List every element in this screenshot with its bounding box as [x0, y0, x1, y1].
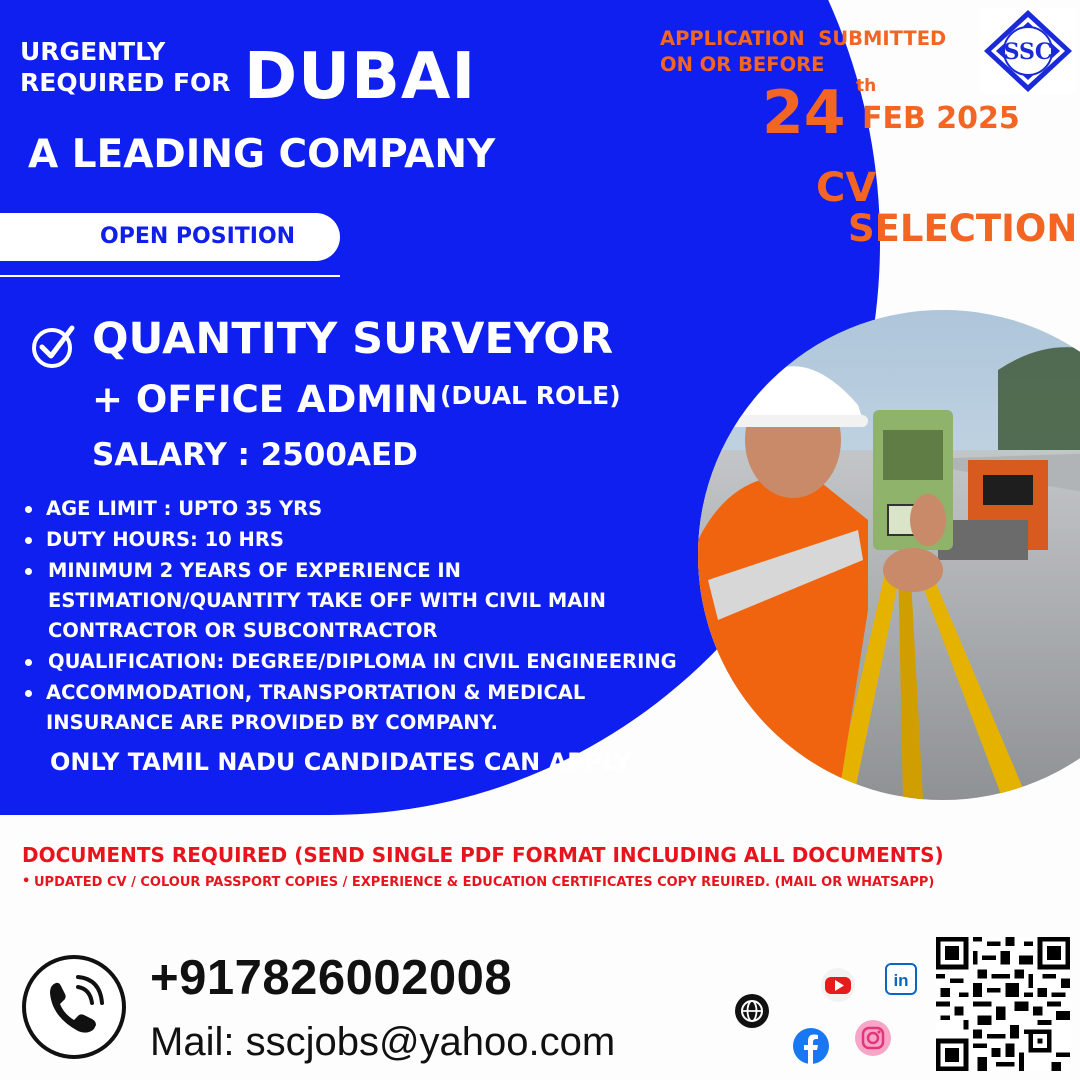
requirement-qualification: QUALIFICATION: DEGREE/DIPLOMA IN CIVIL ENGINEERING [22, 647, 722, 677]
deadline-suffix: th [856, 76, 877, 96]
open-position-pill [0, 213, 340, 261]
deadline-line1: APPLICATION SUBMITTED [660, 27, 947, 50]
experience-line3: CONTRACTOR OR SUBCONTRACTOR [48, 619, 438, 642]
deadline-month-year: FEB 2025 [862, 101, 1020, 136]
globe-icon[interactable] [734, 993, 770, 1029]
experience-line2: ESTIMATION/QUANTITY TAKE OFF WITH CIVIL MAIN [48, 589, 606, 612]
benefits-line2: INSURANCE ARE PROVIDED BY COMPANY. [46, 711, 498, 734]
deadline-label [660, 26, 946, 78]
eligibility-text: ONLY TAMIL NADU CANDIDATES CAN APPLY [50, 748, 632, 776]
phone-number[interactable]: +917826002008 [150, 951, 513, 1005]
ssc-logo [980, 8, 1076, 94]
check-circle-icon [30, 322, 78, 370]
linkedin-icon[interactable] [885, 963, 917, 995]
instagram-icon[interactable] [854, 1019, 892, 1057]
requirements-list [22, 494, 722, 739]
documents-title: DOCUMENTS REQUIRED (SEND SINGLE PDF FORMAT INCLUDING ALL DOCUMENTS) [22, 843, 944, 867]
job-title: QUANTITY SURVEYOR [92, 314, 614, 364]
requirement-hours: DUTY HOURS: 10 HRS [22, 525, 722, 555]
requirement-experience [22, 556, 722, 646]
experience-line1: MINIMUM 2 YEARS OF EXPERIENCE IN [48, 559, 461, 582]
logo-text: SSC [1003, 39, 1053, 65]
documents-detail: • UPDATED CV / COLOUR PASSPORT COPIES / EXPERIENCE & EDUCATION CERTIFICATES COPY REUIRED. (MAIL OR WHATSAPP) [34, 875, 934, 890]
selection-line2: SELECTION [848, 207, 1078, 250]
email-address[interactable]: Mail: sscjobs@yahoo.com [150, 1020, 616, 1064]
qr-code[interactable] [936, 937, 1070, 1071]
requirement-age: AGE LIMIT : UPTO 35 YRS [22, 494, 722, 524]
company-text: A LEADING COMPANY [28, 132, 496, 177]
facebook-icon[interactable] [792, 1027, 830, 1065]
open-position-label: OPEN POSITION [100, 224, 296, 249]
svg-text:in: in [893, 971, 909, 990]
phone-icon [26, 959, 122, 1055]
location-title: DUBAI [244, 40, 477, 114]
urgently-line1: URGENTLY [20, 37, 166, 66]
surveyor-photo [698, 310, 1080, 800]
salary: SALARY : 2500AED [92, 437, 418, 473]
urgently-line2: REQUIRED FOR [20, 68, 231, 97]
deadline-day: 24 [762, 78, 846, 148]
selection-line1: CV [816, 165, 877, 211]
deadline-line2: ON OR BEFORE [660, 53, 825, 76]
phone-icon-circle [22, 955, 126, 1059]
urgently-required-text [20, 36, 231, 98]
requirement-benefits [22, 678, 722, 738]
role-type: (DUAL ROLE) [440, 381, 621, 410]
youtube-icon[interactable] [820, 967, 856, 1003]
job-subtitle: + OFFICE ADMIN [92, 378, 438, 421]
benefits-line1: ACCOMMODATION, TRANSPORTATION & MEDICAL [46, 681, 586, 704]
divider-line [0, 275, 340, 277]
